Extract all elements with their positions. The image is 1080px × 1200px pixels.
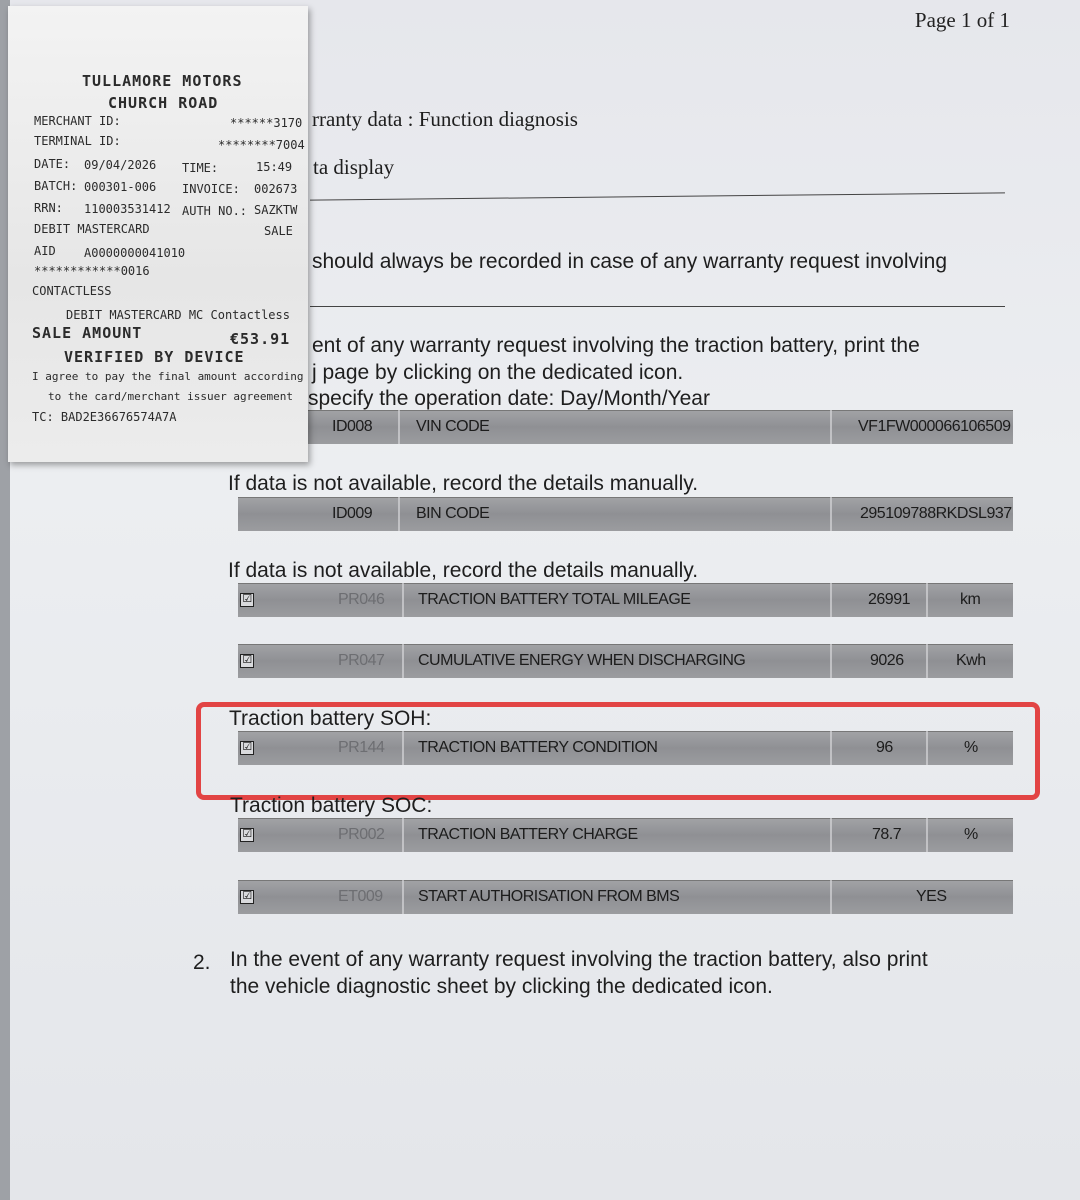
row-code: ID008 xyxy=(332,418,373,435)
aid-value: A0000000041010 xyxy=(84,246,186,260)
auth-value: SAZKTW xyxy=(254,203,298,217)
invoice-value: 002673 xyxy=(254,182,298,196)
row-value: YES xyxy=(916,888,947,905)
row-value: 9026 xyxy=(870,652,904,669)
sale-amount-value: €53.91 xyxy=(230,330,291,348)
row-unit: Kwh xyxy=(956,652,986,669)
checkbox-icon: ☑ xyxy=(240,654,254,668)
batch-value: 000301-006 xyxy=(84,180,157,194)
paragraph-line: ent of any warranty request involving the traction battery, print the xyxy=(312,334,920,357)
transaction-type: SALE xyxy=(264,224,293,238)
manual-note: If data is not available, record the details manually. xyxy=(228,472,699,495)
contactless-label: CONTACTLESS xyxy=(32,284,112,298)
bin-row xyxy=(238,497,1013,531)
row-label: VIN CODE xyxy=(416,418,490,435)
bms-row xyxy=(238,880,1013,914)
date-label: DATE: xyxy=(34,157,71,171)
charge-row xyxy=(238,818,1013,852)
row-value: 96 xyxy=(876,739,893,756)
row-label: START AUTHORISATION FROM BMS xyxy=(418,888,680,905)
manual-note: If data is not available, record the details manually. xyxy=(228,559,699,582)
mileage-row xyxy=(238,583,1013,617)
divider xyxy=(310,192,1005,200)
rrn-label: RRN: xyxy=(34,201,63,215)
invoice-label: INVOICE: xyxy=(182,182,240,196)
row-code: PR002 xyxy=(338,826,385,843)
terminal-id-label: TERMINAL ID: xyxy=(34,134,121,148)
row-label: TRACTION BATTERY TOTAL MILEAGE xyxy=(418,591,691,608)
merchant-street: CHURCH ROAD xyxy=(108,94,219,112)
row-unit: % xyxy=(964,826,978,843)
row-label: TRACTION BATTERY CHARGE xyxy=(418,826,638,843)
merchant-id-label: MERCHANT ID: xyxy=(34,114,121,128)
sub-heading: ta display xyxy=(313,155,395,179)
row-unit: % xyxy=(964,739,978,756)
row-code: PR047 xyxy=(338,652,385,669)
card-type: DEBIT MASTERCARD xyxy=(34,222,150,236)
row-value: VF1FW000066106509 xyxy=(858,418,1011,435)
card-description: DEBIT MASTERCARD MC Contactless xyxy=(66,308,290,322)
row-label: CUMULATIVE ENERGY WHEN DISCHARGING xyxy=(418,652,746,669)
checkbox-icon: ☑ xyxy=(240,828,254,842)
soc-label: Traction battery SOC: xyxy=(230,794,433,817)
row-unit: km xyxy=(960,591,981,608)
terminal-id-value: ********7004 xyxy=(218,138,305,152)
instruction-line: In the event of any warranty request involving the traction battery, also print xyxy=(230,948,928,971)
rrn-value: 110003531412 xyxy=(84,202,171,216)
instruction-line: the vehicle diagnostic sheet by clicking the dedicated icon. xyxy=(230,975,773,998)
row-value: 78.7 xyxy=(872,826,902,843)
row-code: PR046 xyxy=(338,591,385,608)
section-heading: rranty data : Function diagnosis xyxy=(312,107,578,131)
batch-label: BATCH: xyxy=(34,179,78,193)
tc-value: TC: BAD2E36676574A7A xyxy=(32,410,177,424)
payment-receipt xyxy=(8,6,308,462)
time-label: TIME: xyxy=(182,161,219,175)
merchant-name: TULLAMORE MOTORS xyxy=(82,72,243,90)
sale-amount-label: SALE AMOUNT xyxy=(32,324,143,342)
row-code: ID009 xyxy=(332,505,373,522)
page-number: Page 1 of 1 xyxy=(914,8,1010,32)
checkbox-icon: ☑ xyxy=(240,741,254,755)
row-code: ET009 xyxy=(338,888,383,905)
vin-row xyxy=(238,410,1013,444)
row-label: TRACTION BATTERY CONDITION xyxy=(418,739,658,756)
auth-label: AUTH NO.: xyxy=(182,204,248,218)
soh-label: Traction battery SOH: xyxy=(229,707,432,730)
verified-text: VERIFIED BY DEVICE xyxy=(64,348,245,366)
time-value: 15:49 xyxy=(256,160,293,174)
row-code: PR144 xyxy=(338,739,385,756)
checkbox-icon: ☑ xyxy=(240,593,254,607)
highlight-box xyxy=(196,702,1040,800)
row-value: 295109788RKDSL937 xyxy=(860,505,1012,522)
card-number: ************0016 xyxy=(34,264,150,278)
agreement-text: I agree to pay the final amount according xyxy=(32,370,304,383)
checkbox-icon: ☑ xyxy=(240,890,254,904)
energy-row xyxy=(238,644,1013,678)
paragraph-line: j page by clicking on the dedicated icon. xyxy=(312,361,684,384)
merchant-id-value: ******3170 xyxy=(230,116,303,130)
paragraph-record: should always be recorded in case of any warranty request involving xyxy=(312,250,948,273)
agreement-text: to the card/merchant issuer agreement xyxy=(48,390,294,403)
divider xyxy=(310,306,1005,307)
aid-label: AID xyxy=(34,244,56,258)
date-value: 09/04/2026 xyxy=(84,158,157,172)
row-value: 26991 xyxy=(868,591,910,608)
list-number: 2. xyxy=(193,951,211,974)
paragraph-line: specify the operation date: Day/Month/Year xyxy=(308,387,710,410)
row-label: BIN CODE xyxy=(416,505,490,522)
